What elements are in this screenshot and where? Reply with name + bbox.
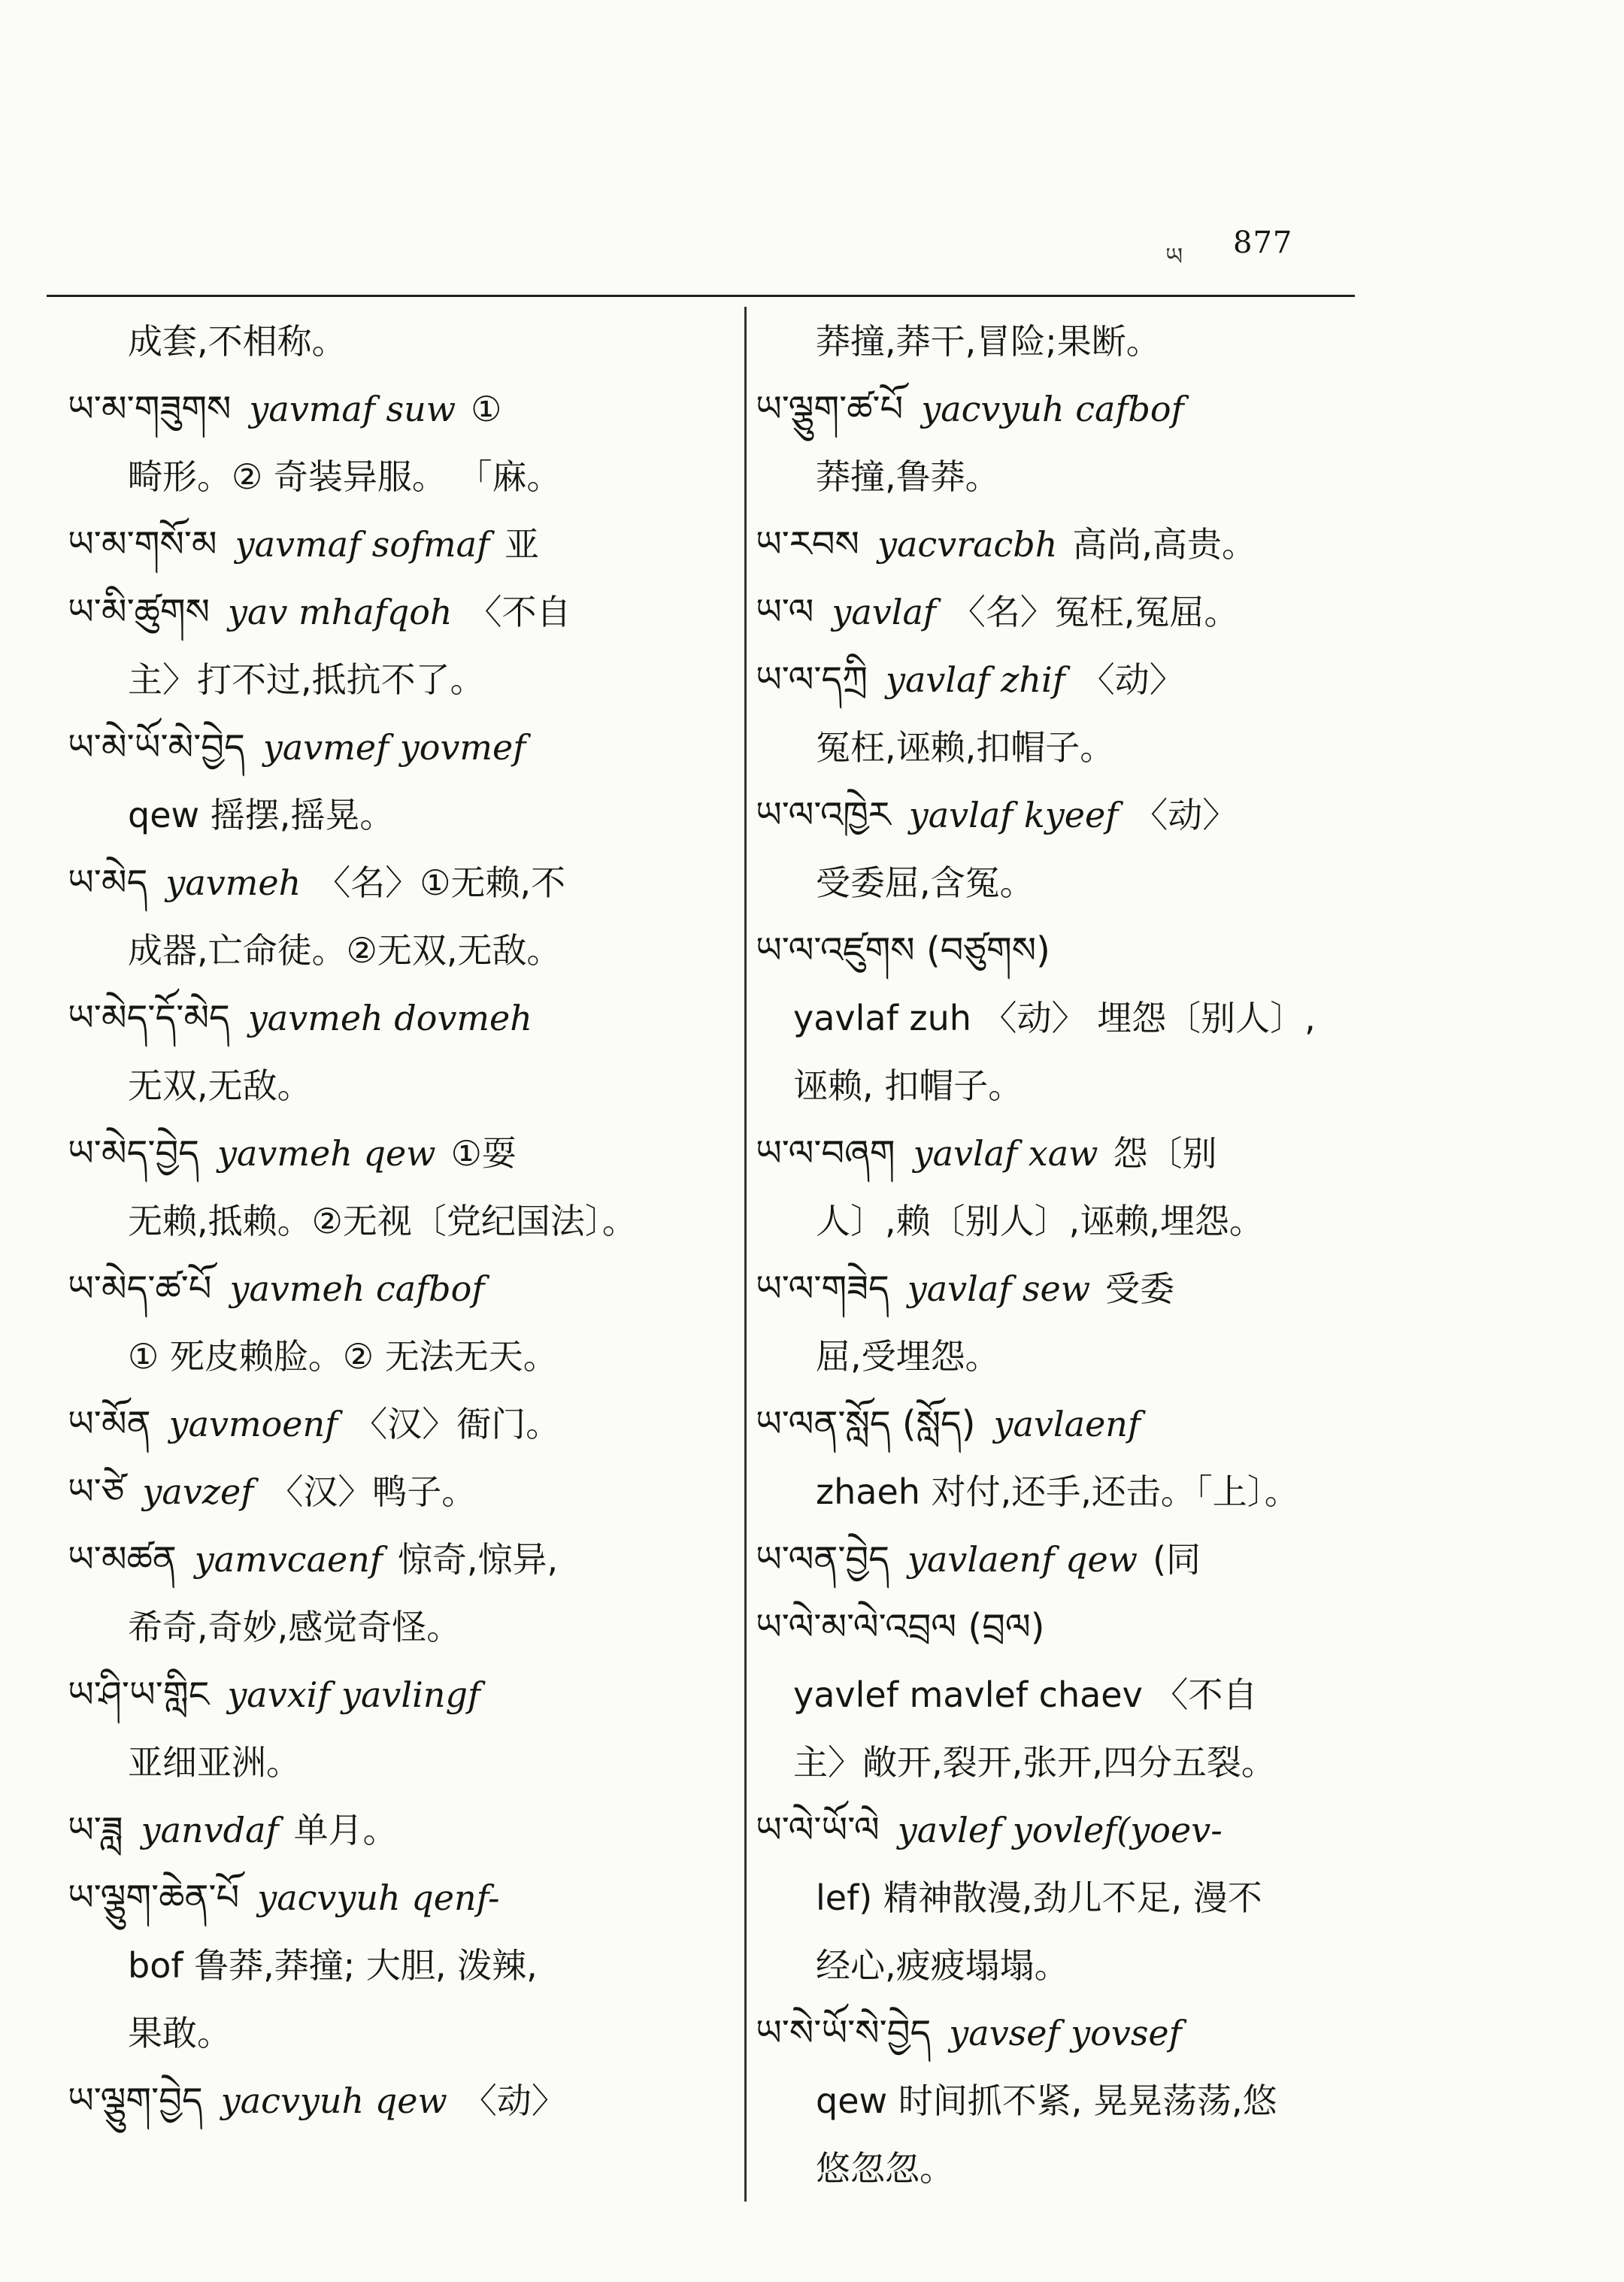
tibetan-headword: ཡ་རབས bbox=[756, 523, 859, 565]
entry-continuation bbox=[68, 788, 707, 856]
romanization: yavlaf zhif bbox=[886, 659, 1065, 700]
chinese-gloss: 冤枉,诬赖,扣帽子。 bbox=[816, 727, 1115, 768]
tibetan-headword: ཡ་ལ་དཀྲི bbox=[756, 659, 868, 701]
romanization: yavsef yovsef bbox=[949, 2013, 1182, 2053]
chinese-gloss: 诬赖, 扣帽子。 bbox=[793, 1065, 1023, 1106]
dictionary-entry bbox=[68, 1126, 707, 1194]
romanization: yamvcaenf bbox=[194, 1539, 383, 1580]
dictionary-entry bbox=[68, 856, 707, 923]
dictionary-entry bbox=[756, 1397, 1417, 1465]
entry-continuation bbox=[756, 1465, 1417, 1532]
chinese-gloss: 成套,不相称。 bbox=[128, 321, 347, 362]
romanization: yavmaf sofmaf bbox=[235, 524, 490, 565]
tibetan-headword: ཡ་མ་གསོ་མ bbox=[68, 523, 217, 565]
column-divider bbox=[744, 307, 747, 2202]
entry-continuation bbox=[756, 1871, 1417, 1938]
entry-continuation bbox=[68, 450, 707, 517]
chinese-gloss: 无双,无敌。 bbox=[128, 1065, 312, 1106]
dictionary-entry bbox=[68, 1532, 707, 1600]
tibetan-headword: ཡ་ལ་གཟེད bbox=[756, 1268, 889, 1310]
chinese-gloss: 〈动〉 bbox=[462, 2080, 566, 2121]
entry-continuation bbox=[756, 2074, 1417, 2141]
chinese-gloss: 受委屈,含冤。 bbox=[816, 862, 1035, 903]
romanization: yavlaf kyeef bbox=[908, 795, 1119, 835]
romanization: yavlaenf qew bbox=[907, 1539, 1138, 1580]
entry-continuation bbox=[68, 1059, 707, 1126]
entry-continuation bbox=[68, 314, 707, 382]
dictionary-entry bbox=[68, 517, 707, 585]
chinese-gloss: (同 bbox=[1153, 1539, 1201, 1580]
tibetan-headword: ཡ་ལ་བཞག bbox=[756, 1132, 895, 1174]
entry-continuation bbox=[756, 1938, 1417, 2006]
chinese-gloss: lef) 精神散漫,劲儿不足, 漫不 bbox=[816, 1877, 1262, 1918]
chinese-gloss: 惊奇,惊异, bbox=[397, 1539, 559, 1580]
tibetan-headword: ཡ་མཚན bbox=[68, 1538, 177, 1580]
dictionary-entry bbox=[68, 991, 707, 1059]
dictionary-entry bbox=[756, 1126, 1417, 1194]
entry-continuation bbox=[756, 856, 1417, 923]
tibetan-headword: ཡ་ལྕུག་ཆེན་པོ bbox=[68, 1877, 240, 1919]
entry-continuation bbox=[68, 653, 707, 720]
entry-continuation bbox=[756, 1059, 1417, 1126]
romanization: yavlaf xaw bbox=[913, 1133, 1098, 1174]
entry-continuation bbox=[756, 314, 1417, 382]
dictionary-entry bbox=[68, 1397, 707, 1465]
entry-continuation bbox=[756, 2141, 1417, 2209]
chinese-gloss: 〈汉〉鸭子。 bbox=[268, 1471, 477, 1512]
tibetan-headword: ཡ་ལན་བྱེད bbox=[756, 1538, 889, 1580]
right-column bbox=[756, 314, 1417, 2209]
romanization: yacvyuh qew bbox=[220, 2080, 447, 2121]
chinese-gloss: 畸形。② 奇装异服。 「麻。 bbox=[128, 456, 562, 497]
dictionary-entry bbox=[68, 1803, 707, 1871]
entry-continuation bbox=[756, 991, 1417, 1059]
tibetan-headword: ཡ་མེད་ཚ་པོ bbox=[68, 1268, 212, 1310]
chinese-gloss: ① 死皮赖脸。② 无法无天。 bbox=[128, 1336, 558, 1377]
chinese-gloss: 〈动〉 bbox=[1133, 795, 1238, 835]
chinese-gloss: 主〉打不过,抵抗不了。 bbox=[128, 659, 485, 700]
left-column bbox=[68, 314, 707, 2141]
chinese-gloss: 单月。 bbox=[293, 1810, 398, 1850]
romanization: yacvyuh qenf- bbox=[257, 1877, 500, 1918]
chinese-gloss: 成器,亡命徒。②无双,无敌。 bbox=[128, 930, 562, 971]
romanization: yavmeh bbox=[165, 862, 301, 903]
tibetan-headword: ཡ་མེད bbox=[68, 862, 148, 904]
tibetan-headword: ཡ་ལ་འཛུགས (བཙུགས) bbox=[756, 929, 1050, 971]
tibetan-headword: ཡ་ལྕུག་བྱེད bbox=[68, 2080, 203, 2122]
romanization: yavlef yovlef(yoev- bbox=[897, 1810, 1223, 1850]
romanization: yacvyuh cafbof bbox=[921, 389, 1184, 429]
dictionary-entry bbox=[756, 1803, 1417, 1871]
tibetan-headword: ཡ་མི་ཚུགས bbox=[68, 591, 211, 633]
dictionary-entry bbox=[756, 585, 1417, 653]
dictionary-entry bbox=[68, 1871, 707, 1938]
romanization: yavmeh cafbof bbox=[229, 1268, 485, 1309]
entry-continuation bbox=[68, 1735, 707, 1803]
chinese-gloss: 高尚,高贵。 bbox=[1072, 524, 1256, 565]
entry-continuation bbox=[756, 1668, 1417, 1735]
tibetan-headword: ཡ་ལ་འཁྱེར bbox=[756, 794, 891, 836]
romanization: yavmoenf bbox=[168, 1404, 338, 1444]
chinese-gloss: 主〉敞开,裂开,张开,四分五裂。 bbox=[793, 1742, 1276, 1783]
dictionary-entry bbox=[68, 1262, 707, 1329]
entry-continuation bbox=[68, 1938, 707, 2006]
chinese-gloss: 〈名〉①无赖,不 bbox=[316, 862, 566, 903]
page-mark: ཡ bbox=[1165, 242, 1183, 271]
chinese-gloss: ①耍 bbox=[450, 1133, 517, 1174]
romanization: yanvdaf bbox=[141, 1810, 279, 1850]
chinese-gloss: 亚 bbox=[504, 524, 540, 565]
dictionary-entry bbox=[68, 1465, 707, 1532]
chinese-gloss: 经心,疲疲塌塌。 bbox=[816, 1945, 1069, 1986]
dictionary-entry bbox=[756, 1532, 1417, 1600]
entry-continuation bbox=[68, 1329, 707, 1397]
entry-continuation bbox=[68, 1600, 707, 1668]
entry-continuation bbox=[756, 450, 1417, 517]
chinese-gloss: 〈名〉冤枉,冤屈。 bbox=[950, 592, 1239, 632]
entry-continuation bbox=[756, 720, 1417, 788]
tibetan-headword: ཡ་མོན bbox=[68, 1403, 151, 1445]
romanization: yavmef yovmef bbox=[262, 727, 526, 768]
romanization: yavzef bbox=[142, 1471, 254, 1512]
romanization: yavmeh qew bbox=[217, 1133, 436, 1174]
dictionary-entry bbox=[68, 1668, 707, 1735]
chinese-gloss: 〈不自 bbox=[467, 592, 571, 632]
chinese-gloss: 亚细亚洲。 bbox=[128, 1742, 301, 1783]
romanization: yavxif yavlingf bbox=[227, 1674, 480, 1715]
chinese-gloss: 希奇,奇妙,感觉奇怪。 bbox=[128, 1607, 462, 1647]
chinese-gloss: 无赖,抵赖。②无视〔党纪国法〕。 bbox=[128, 1201, 637, 1241]
chinese-gloss: qew 时间抓不紧, 晃晃荡荡,悠 bbox=[816, 2080, 1277, 2121]
tibetan-headword: ཡ་སེ་ཡོ་སེ་བྱེད bbox=[756, 2012, 932, 2054]
romanization: yavlaenf bbox=[993, 1404, 1141, 1444]
dictionary-entry bbox=[68, 585, 707, 653]
entry-continuation bbox=[756, 1194, 1417, 1262]
chinese-gloss: 人〕,赖〔别人〕,诬赖,埋怨。 bbox=[816, 1201, 1264, 1241]
dictionary-entry bbox=[756, 517, 1417, 585]
romanization: yav mhafqoh bbox=[228, 592, 453, 632]
dictionary-entry bbox=[68, 2074, 707, 2141]
chinese-gloss: 〈汉〉衙门。 bbox=[353, 1404, 561, 1444]
tibetan-headword: ཡ་ལེ་ཡོ་ལེ bbox=[756, 1809, 880, 1851]
entry-continuation bbox=[756, 1735, 1417, 1803]
chinese-gloss: bof 鲁莽,莽撞; 大胆, 泼辣, bbox=[128, 1945, 538, 1986]
entry-continuation bbox=[68, 1194, 707, 1262]
romanization: yavlaf sew bbox=[907, 1268, 1091, 1309]
chinese-gloss: zhaeh 对付,还手,还击。「上〕。 bbox=[816, 1471, 1299, 1512]
dictionary-entry bbox=[756, 1600, 1417, 1668]
dictionary-entry bbox=[756, 653, 1417, 720]
chinese-gloss: 莽撞,鲁莽。 bbox=[816, 456, 1000, 497]
dictionary-entry bbox=[756, 1262, 1417, 1329]
tibetan-headword: ཡ་ལ bbox=[756, 591, 814, 633]
dictionary-entry bbox=[756, 2006, 1417, 2074]
dictionary-entry bbox=[68, 720, 707, 788]
tibetan-headword: ཡ་ཤི་ཡ་གླིང bbox=[68, 1674, 210, 1716]
romanization: yavmaf suw bbox=[249, 389, 456, 429]
tibetan-headword: ཡ་ཙེ bbox=[68, 1471, 125, 1513]
chinese-gloss: ① bbox=[471, 389, 502, 429]
tibetan-headword: ཡ་ལན་སློད (སློད) bbox=[756, 1403, 976, 1445]
tibetan-headword: ཡ་མེད་དོ་མེད bbox=[68, 997, 230, 1039]
dictionary-entry bbox=[756, 923, 1417, 991]
entry-continuation bbox=[68, 2006, 707, 2074]
page-header bbox=[1158, 226, 1331, 271]
dictionary-entry bbox=[756, 788, 1417, 856]
romanization: yavmeh dovmeh bbox=[247, 998, 532, 1038]
entry-continuation bbox=[68, 923, 707, 991]
chinese-gloss: qew 摇摆,摇晃。 bbox=[128, 795, 395, 835]
chinese-gloss: 悠忽忽。 bbox=[816, 2148, 954, 2189]
tibetan-headword: ཡ་ཟླ bbox=[68, 1809, 123, 1851]
page-number: 877 bbox=[1233, 226, 1293, 260]
chinese-gloss: yavlaf zuh 〈动〉 埋怨〔别人〕, bbox=[793, 998, 1316, 1038]
header-rule bbox=[47, 295, 1355, 297]
chinese-gloss: 怨〔别 bbox=[1113, 1133, 1217, 1174]
tibetan-headword: ཡ་མེད་བྱེད bbox=[68, 1132, 200, 1174]
tibetan-headword: ཡ་ལེ་མ་ལེ་འབྲལ (བྲལ) bbox=[756, 1606, 1045, 1648]
chinese-gloss: 受委 bbox=[1105, 1268, 1175, 1309]
chinese-gloss: 屈,受埋怨。 bbox=[816, 1336, 1000, 1377]
tibetan-headword: ཡ་མེ་ཡོ་མེ་བྱེད bbox=[68, 726, 245, 768]
chinese-gloss: 莽撞,莽干,冒险;果断。 bbox=[816, 321, 1161, 362]
dictionary-entry bbox=[68, 382, 707, 450]
tibetan-headword: ཡ་མ་གཟུགས bbox=[68, 388, 232, 430]
chinese-gloss: 果敢。 bbox=[128, 2013, 232, 2053]
dictionary-entry bbox=[756, 382, 1417, 450]
chinese-gloss: 〈动〉 bbox=[1080, 659, 1184, 700]
romanization: yavlaf bbox=[832, 592, 936, 632]
romanization: yacvracbh bbox=[877, 524, 1058, 565]
tibetan-headword: ཡ་ལྕུག་ཚ་པོ bbox=[756, 388, 904, 430]
chinese-gloss: yavlef mavlef chaev 〈不自 bbox=[793, 1674, 1258, 1715]
entry-continuation bbox=[756, 1329, 1417, 1397]
